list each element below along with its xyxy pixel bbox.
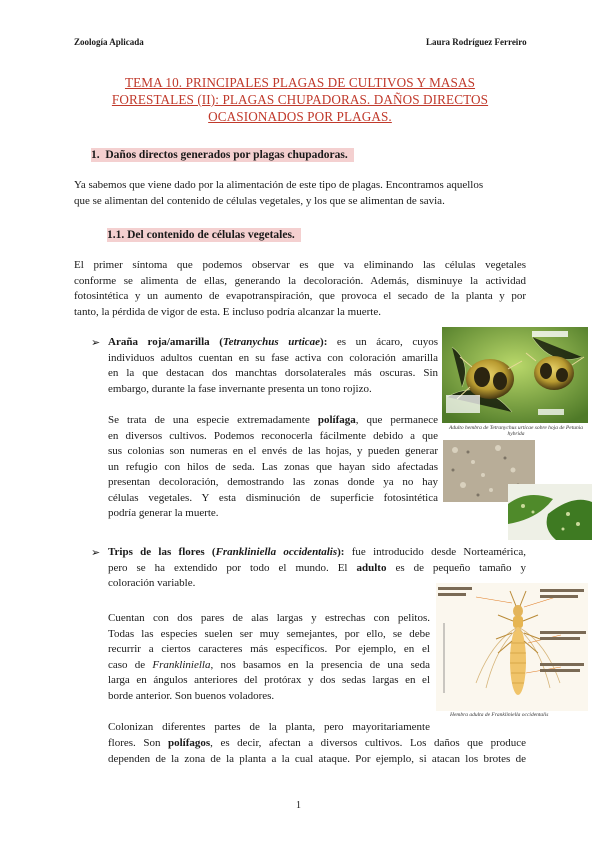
- trips-paragraph-2: [108, 611, 430, 704]
- bullet-arrow-icon: ➢: [91, 547, 101, 559]
- text-span: es de pequeño tamaño y: [395, 561, 527, 574]
- section-number: 1.: [91, 149, 100, 161]
- para-1: [74, 258, 526, 320]
- text-span: fue introducido desde Norteamérica,: [351, 546, 526, 558]
- text-line: individuos adultos cuentan en su fase activa con coloración amarilla: [108, 351, 438, 364]
- text-line: larga en ángulos anteriores del protórax y dos sedas largas en el: [108, 674, 430, 686]
- trips-paragraph-3a: [108, 720, 430, 736]
- text-line: presentan decoloración, demostrando las zonas donde ya no hay: [108, 476, 438, 488]
- arana-paragraph-2: [108, 413, 438, 522]
- title-line-3: OCASIONADOS POR PLAGAS.: [208, 109, 392, 124]
- species-name: Araña roja/amarilla: [108, 336, 210, 348]
- mite-photo: [442, 327, 588, 423]
- trips-paragraph-3b: [108, 736, 526, 767]
- section-1-1-heading: [107, 225, 301, 243]
- title-line-1: TEMA 10. PRINCIPALES PLAGAS DE CULTIVOS Y MASAS: [124, 75, 476, 90]
- italic-term: Frankliniella: [152, 658, 211, 671]
- text-line: El primer síntoma que podemos observar es que va eliminando las células vegetales: [74, 259, 526, 271]
- bold-term: adulto: [356, 561, 387, 574]
- thrips-figure: [436, 583, 588, 711]
- species-latin: Frankliniella occidentalis: [215, 546, 338, 558]
- text-line: en diversos cultivos. Podemos reconocerla fácilmente debido a que: [108, 429, 438, 442]
- text-span: caso de: [108, 658, 146, 671]
- text-line: Colonizan diferentes partes de la planta, pero mayoritariamente: [108, 721, 430, 733]
- text-line: células vegetales. Y esta disminución de superficie fotosintética: [108, 491, 438, 504]
- trips-paragraph-1: Trips de las flores (Frankliniella occidentalis): fue introducido desde Norteamérica, pero se ha extendido por todo el mundo. El adulto es de pequeño tamaño y coloración variable.: [108, 545, 526, 592]
- species-name: Trips de las flores: [108, 546, 205, 558]
- text-line: que se alimentan del contenido de células vegetales, y los que se alimentan de savia.: [74, 194, 445, 207]
- bullet-arrow-icon: ➢: [91, 337, 101, 349]
- mite-photo-caption: Adulto hembra de Tetranychus urticae sobre hoja de Petunia hybrida: [448, 425, 584, 437]
- arana-paragraph-1: Araña roja/amarilla (Tetranychus urticae): es un ácaro, cuyos individuos adultos cuentan en su fase activa con coloración amarilla en la que destacan dos manchtas dorsolaterales más oscuras. Sin embargo, durante la fase invernante presenta un tono rojizo.: [108, 335, 438, 397]
- text-line: recurrir a ciertos caracteres más específicos. Por ejemplo, en el: [108, 643, 430, 655]
- text-line: tanto, la pérdida de vigor de esta. E incluso podría alcanzar la muerte.: [74, 305, 381, 318]
- page-number: 1: [296, 800, 301, 811]
- text-span: , es decir, afectan a diversos cultivos. Los daños que produce: [210, 737, 527, 749]
- text-line: en la que destacan dos manchtas dorsolaterales más oscuras. Sin: [108, 367, 438, 379]
- text-span: pero se ha extendido por todo el mundo. El: [108, 561, 348, 574]
- title-line-2: FORESTALES (II): PLAGAS CHUPADORAS. DAÑOS DIRECTOS: [111, 92, 489, 107]
- bold-term: polífaga: [317, 414, 356, 426]
- text-line: fotosintética y un aumento de evapotranspiración, que provoca el secado de la planta y por: [74, 290, 526, 302]
- text-line: Cuentan con dos pares de alas largas y estrechas con pelitos.: [108, 612, 430, 624]
- leaf-photo: [508, 484, 592, 540]
- thrips-figure-caption: Hembra adulta de Frankliniella occidentalis: [450, 712, 549, 718]
- text-line: sus colonias son numeras en el envés de las hojas, y pueden generar: [108, 445, 438, 457]
- text-line: Todas las especies suelen ser muy semejantes, por ello, se debe: [108, 627, 430, 640]
- text-span: flores. Son: [108, 737, 161, 749]
- text-span: es un ácaro, cuyos: [336, 336, 438, 348]
- text-line: embargo, durante la fase invernante presenta un tono rojizo.: [108, 382, 372, 395]
- section-title: Daños directos generados por plagas chupadoras.: [105, 149, 348, 161]
- section-1-heading: [91, 145, 354, 163]
- text-span: , que permanece: [355, 414, 439, 426]
- text-line: coloración variable.: [108, 577, 196, 589]
- text-line: conforme se alimenta de ellas, generando la decoloración. Además, disminuye la actividad: [74, 274, 526, 287]
- species-latin: Tetranychus urticae: [222, 336, 321, 348]
- text-line: un refugio con hilos de seda. Las zonas que hayan sido afectadas: [108, 460, 438, 473]
- section-title: 1.1. Del contenido de células vegetales.: [107, 228, 301, 242]
- text-span: Se trata de una especie extremadamente: [108, 414, 310, 426]
- text-line: dependen de la zona de la planta a la cual ataque. Por ejemplo, si atacan los brotes de: [108, 752, 526, 765]
- text-line: Ya sabemos que viene dado por la alimentación de este tipo de plagas. Encontramos aquellos: [74, 179, 484, 191]
- page-title: [80, 74, 520, 125]
- header-right: Laura Rodríguez Ferreiro: [426, 37, 527, 47]
- intro-paragraph: [74, 178, 526, 209]
- text-line: podría generar la muerte.: [108, 507, 219, 519]
- text-span: , nos basamos en la presencia de una seda: [210, 658, 430, 671]
- header-left: Zoología Aplicada: [74, 37, 144, 47]
- text-line: borde anterior. Son buenos voladores.: [108, 689, 275, 702]
- bold-term: polífagos: [167, 737, 211, 749]
